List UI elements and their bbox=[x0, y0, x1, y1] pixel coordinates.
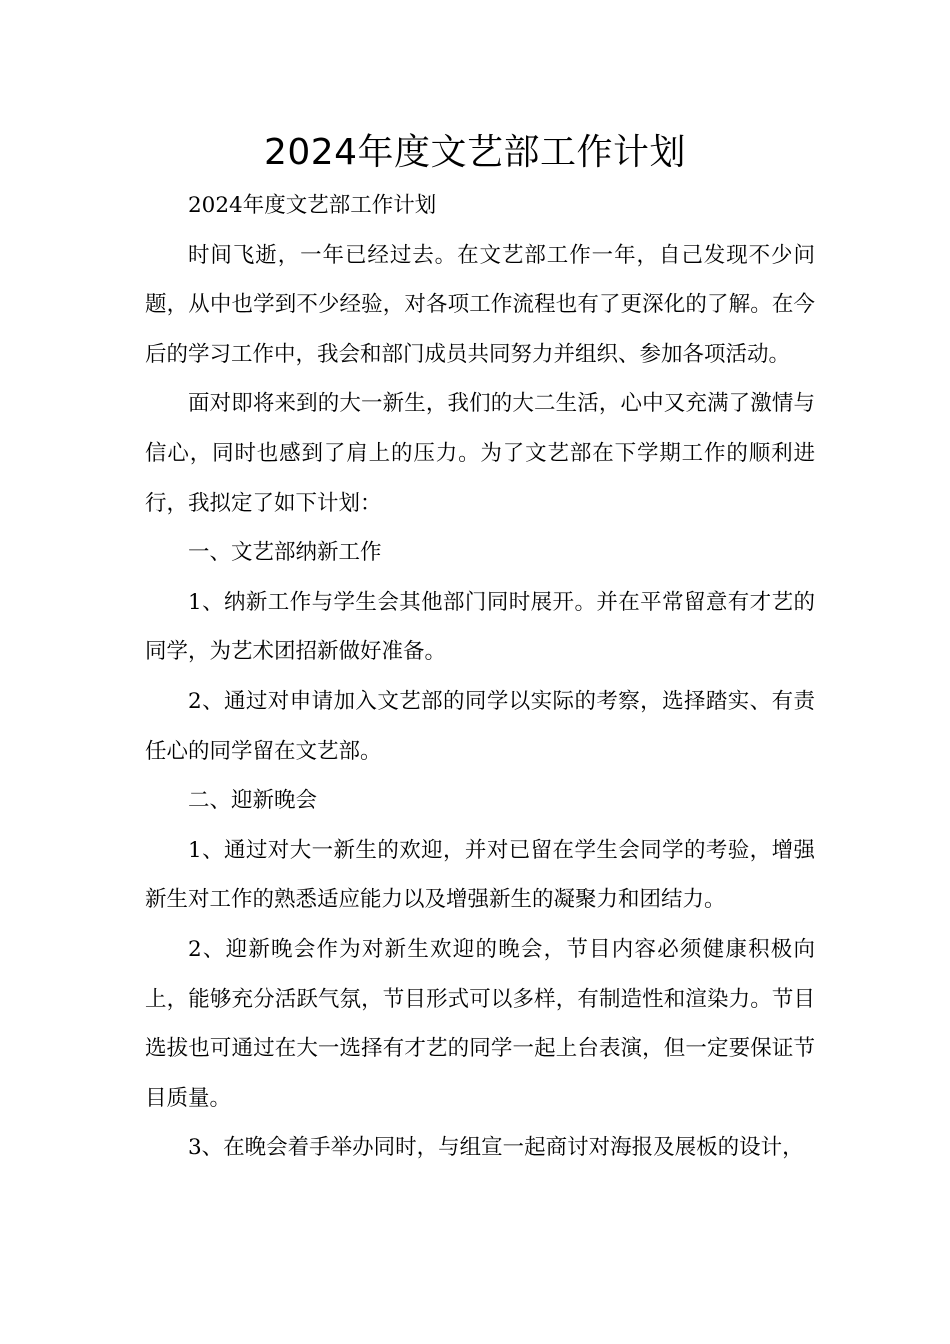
section-heading-welcome-party: 二、迎新晚会 bbox=[188, 788, 318, 814]
recruitment-item-1: 1、纳新工作与学生会其他部门同时展开。并在平常留意有才艺的同学，为艺术团招新做好准备。 bbox=[145, 589, 815, 665]
welcome-party-item-1: 1、通过对大一新生的欢迎，并对已留在学生会同学的考验，增强新生对工作的熟悉适应能力以及增强新生的凝聚力和团结力。 bbox=[145, 837, 815, 913]
document-title: 2024年度文艺部工作计划 bbox=[263, 132, 687, 173]
document-body bbox=[145, 181, 815, 1173]
recruitment-item-2: 2、通过对申请加入文艺部的同学以实际的考察，选择踏实、有责任心的同学留在文艺部。 bbox=[145, 688, 815, 764]
context-paragraph: 面对即将来到的大一新生，我们的大二生活，心中又充满了激情与信心，同时也感到了肩上的压力。为了文艺部在下学期工作的顺利进行，我拟定了如下计划： bbox=[145, 391, 815, 516]
subtitle-paragraph: 2024年度文艺部工作计划 bbox=[188, 193, 437, 218]
section-heading-recruitment: 一、文艺部纳新工作 bbox=[188, 540, 382, 566]
intro-paragraph: 时间飞逝，一年已经过去。在文艺部工作一年，自己发现不少问题，从中也学到不少经验，对各项工作流程也有了更深化的了解。在今后的学习工作中，我会和部门成员共同努力并组织、参加各项活动。 bbox=[145, 242, 815, 367]
welcome-party-item-2: 2、迎新晚会作为对新生欢迎的晚会，节目内容必须健康积极向上，能够充分活跃气氛，节目形式可以多样，有制造性和渲染力。节目选拔也可通过在大一选择有才艺的同学一起上台表演，但一定要保证节目质量。 bbox=[145, 936, 815, 1111]
welcome-party-item-3: 3、在晚会着手举办同时，与组宣一起商讨对海报及展板的设计， bbox=[188, 1135, 804, 1161]
